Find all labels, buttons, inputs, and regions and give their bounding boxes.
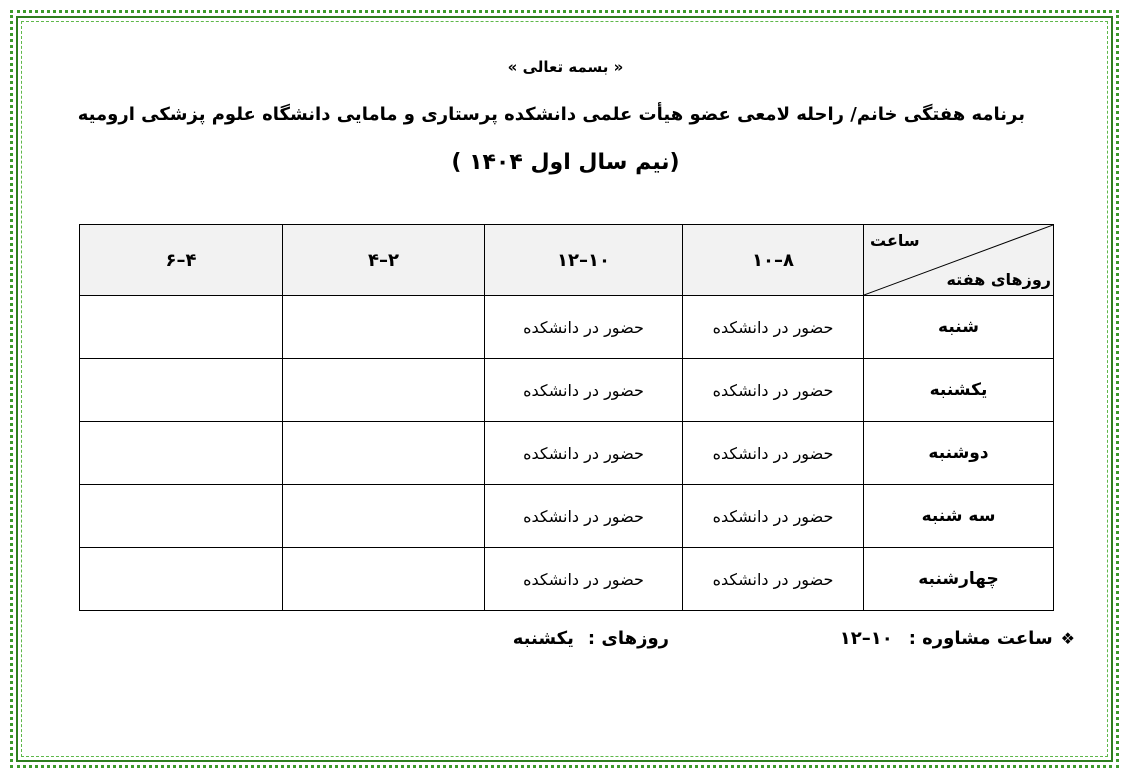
schedule-cell <box>80 296 283 359</box>
corner-days-label: روزهای هفته <box>946 270 1051 289</box>
day-cell: یکشنبه <box>864 359 1054 422</box>
schedule-cell: حضور در دانشکده <box>485 359 683 422</box>
weekly-schedule-table <box>79 224 1054 611</box>
schedule-cell: حضور در دانشکده <box>485 485 683 548</box>
schedule-cell: حضور در دانشکده <box>683 548 864 611</box>
table-row <box>80 359 1054 422</box>
schedule-cell <box>283 359 485 422</box>
schedule-cell: حضور در دانشکده <box>683 359 864 422</box>
schedule-cell: حضور در دانشکده <box>485 296 683 359</box>
schedule-cell <box>283 485 485 548</box>
consultation-days <box>513 628 669 649</box>
schedule-cell: حضور در دانشکده <box>683 422 864 485</box>
schedule-cell: حضور در دانشکده <box>683 296 864 359</box>
schedule-cell <box>283 296 485 359</box>
day-cell: شنبه <box>864 296 1054 359</box>
corner-header-cell <box>864 225 1054 296</box>
header-row <box>80 225 1054 296</box>
semester-label: (نیم سال اول ۱۴۰۴ ) <box>451 150 680 175</box>
consultation-label: ساعت مشاوره : <box>908 628 1053 649</box>
schedule-cell <box>80 359 283 422</box>
corner-hour-label: ساعت <box>870 231 920 250</box>
schedule-cell <box>80 422 283 485</box>
consultation-hours <box>840 628 1075 649</box>
time-slot-header: ۴–۶ <box>80 225 283 296</box>
day-cell: چهارشنبه <box>864 548 1054 611</box>
table-row <box>80 422 1054 485</box>
consultation-footer <box>0 628 1131 658</box>
time-slot-header: ۲–۴ <box>283 225 485 296</box>
days-value: یکشنبه <box>512 628 574 649</box>
schedule-cell: حضور در دانشکده <box>683 485 864 548</box>
diamond-bullet-icon: ❖ <box>1060 629 1075 648</box>
table-row <box>80 485 1054 548</box>
schedule-cell <box>283 548 485 611</box>
table-row <box>80 548 1054 611</box>
table-row <box>80 296 1054 359</box>
day-cell: سه شنبه <box>864 485 1054 548</box>
basmala-line: « بسمه تعالی » <box>507 58 624 76</box>
time-slot-header: ۸–۱۰ <box>683 225 864 296</box>
schedule-cell <box>283 422 485 485</box>
schedule-cell: حضور در دانشکده <box>485 548 683 611</box>
schedule-cell <box>80 548 283 611</box>
day-cell: دوشنبه <box>864 422 1054 485</box>
time-slot-header: ۱۰–۱۲ <box>485 225 683 296</box>
schedule-cell: حضور در دانشکده <box>485 422 683 485</box>
consultation-value: ۱۰–۱۲ <box>839 628 893 649</box>
schedule-cell <box>80 485 283 548</box>
days-label: روزهای : <box>587 628 669 649</box>
page-title: برنامه هفتگی خانم/ راحله لامعی عضو هیأت علمی دانشکده پرستاری و مامایی دانشگاه علوم پزشکی ارومیه <box>77 104 1025 125</box>
